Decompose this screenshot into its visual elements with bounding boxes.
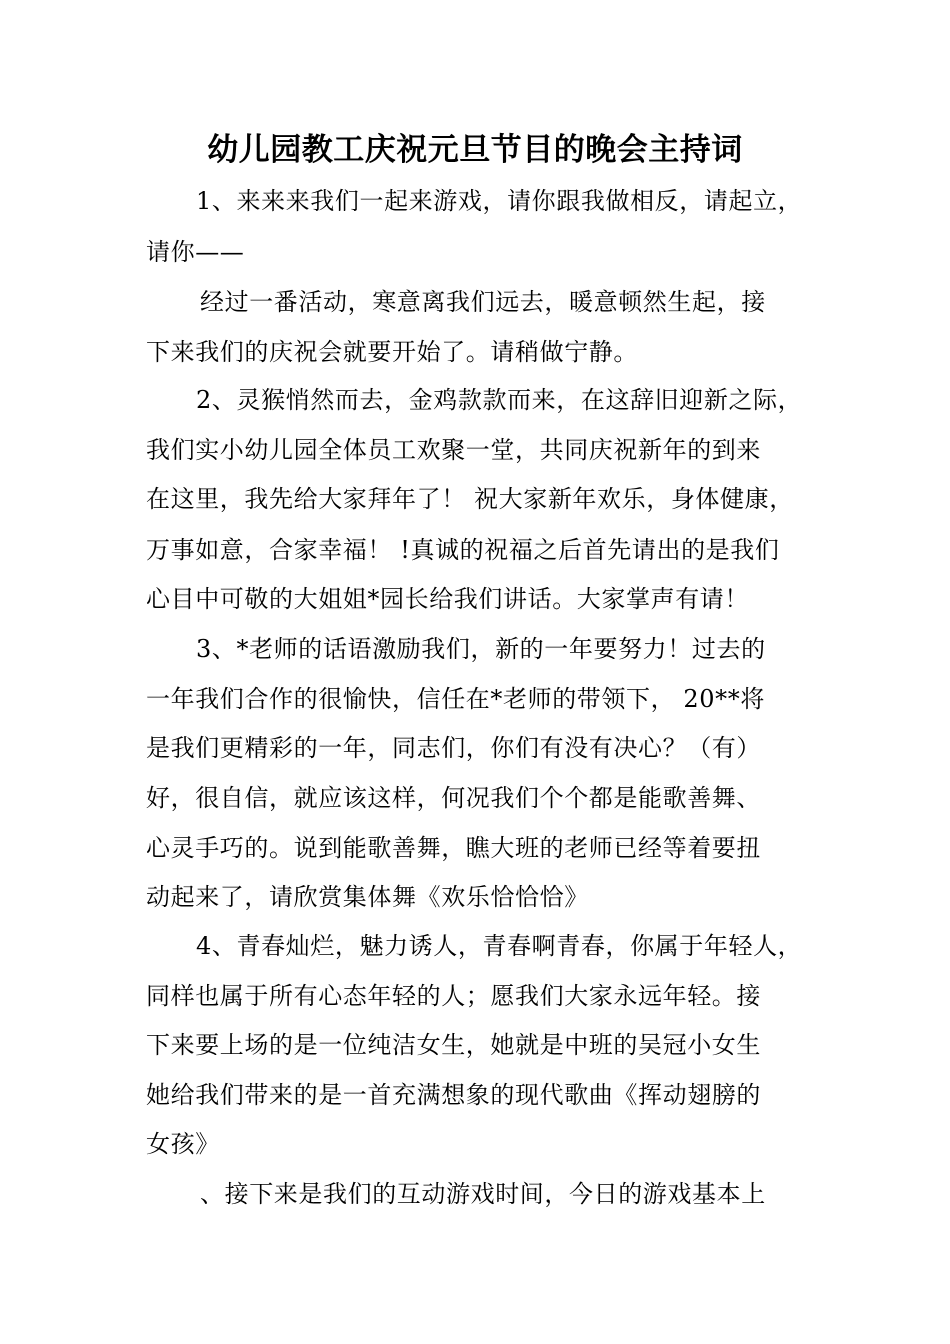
text-line: 一年我们合作的很愉快，信任在*老师的带领下， 20**将 <box>146 685 765 713</box>
text-line: 心目中可敬的大姐姐*园长给我们讲话。大家掌声有请！ <box>146 585 749 613</box>
text-line: 4、青春灿烂，魅力诱人，青春啊青春，你属于年轻人， <box>196 932 803 960</box>
text-line: 心灵手巧的。说到能歌善舞，瞧大班的老师已经等着要扭 <box>146 834 761 862</box>
text-line: 请你—— <box>146 238 245 266</box>
text-line: 同样也属于所有心态年轻的人；愿我们大家永远年轻。接 <box>146 982 761 1010</box>
text-line: 我们实小幼儿园全体员工欢聚一堂，共同庆祝新年的到来 <box>146 436 761 464</box>
text-line: 好，很自信，就应该这样，何况我们个个都是能歌善舞、 <box>146 784 761 812</box>
text-line: 她给我们带来的是一首充满想象的现代歌曲《挥动翅膀的 <box>146 1081 761 1109</box>
text-line: 动起来了，请欣赏集体舞《欢乐恰恰恰》 <box>146 883 589 911</box>
text-line: 女孩》 <box>146 1130 220 1158</box>
text-line: 1、来来来我们一起来游戏，请你跟我做相反，请起立， <box>196 187 803 215</box>
text-line: 经过一番活动，寒意离我们远去，暖意顿然生起，接 <box>200 288 766 316</box>
text-line: 下来我们的庆祝会就要开始了。请稍做宁静。 <box>146 338 638 366</box>
text-line: 在这里，我先给大家拜年了！ 祝大家新年欢乐，身体健康， <box>146 485 794 513</box>
text-line: 3、*老师的话语激励我们，新的一年要努力！过去的 <box>196 635 766 663</box>
text-line: 2、灵猴悄然而去，金鸡款款而来，在这辞旧迎新之际， <box>196 386 803 414</box>
text-line: 下来要上场的是一位纯洁女生，她就是中班的吴冠小女生 <box>146 1031 761 1059</box>
text-line: 、接下来是我们的互动游戏时间，今日的游戏基本上 <box>200 1180 766 1208</box>
document-title: 幼儿园教工庆祝元旦节目的晚会主持词 <box>207 132 743 168</box>
text-line: 万事如意，合家幸福！ !真诚的祝福之后首先请出的是我们 <box>146 536 780 564</box>
text-line: 是我们更精彩的一年，同志们，你们有没有决心？（有） <box>146 734 761 762</box>
